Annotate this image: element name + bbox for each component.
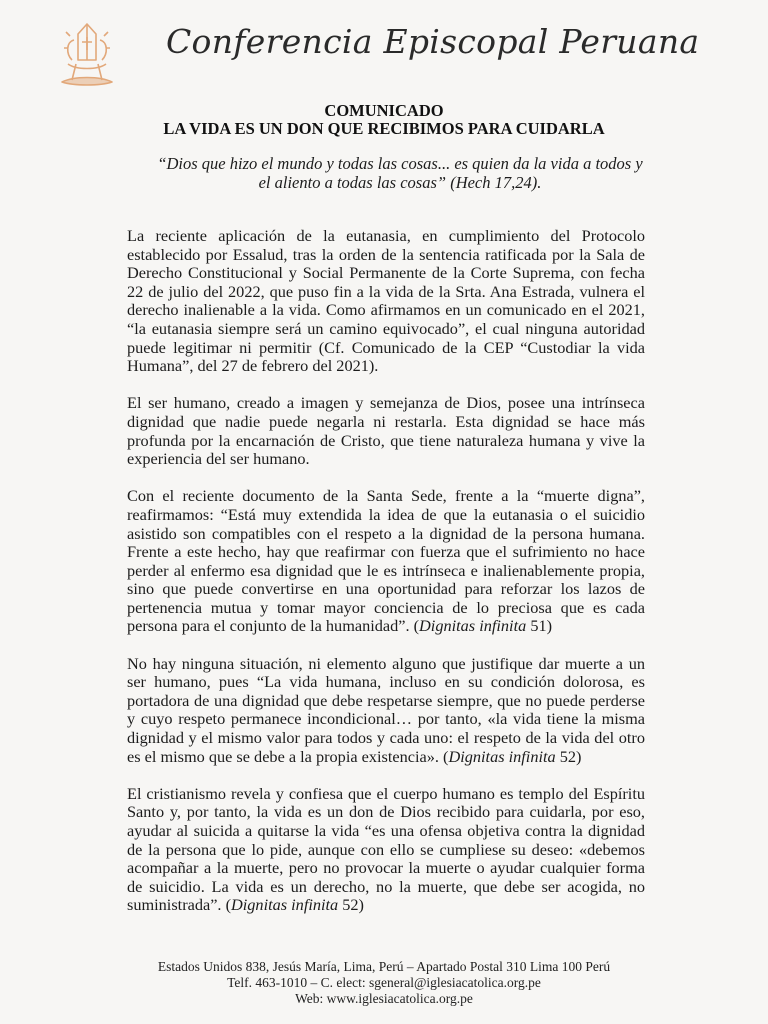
document-title: LA VIDA ES UN DON QUE RECIBIMOS PARA CUIDARLA: [163, 119, 605, 138]
paragraph-5-text: El cristianismo revela y confiesa que el cuerpo humano es templo del Espíritu Santo y, por tanto, la vida es un don de Dios recibido para cuidarla, por eso, ayudar al suicida a quitarse la vida “es una ofensa objetiva contra la dignidad de la persona que lo pide, aunque con ello se cumpliese su deseo: «debemos acompañar a la muerte, pero no provocar la muerte o ayudar cualquier forma de suicidio. La vida es un derecho, no la muerte, que debe ser acogida, no suministrada”. (: [127, 783, 645, 915]
paragraph-5-tail: 52): [338, 895, 364, 915]
organization-title: Conferencia Episcopal Peruana: [166, 22, 700, 61]
paragraph-4-tail: 52): [555, 746, 582, 766]
paragraph-3-citation: Dignitas infinita: [419, 616, 527, 636]
footer: [0, 959, 768, 1007]
paragraph-1: La reciente aplicación de la eutanasia, en cumplimiento del Protocolo establecido por Essalud, tras la orden de la sentencia ratificada por la Sala de Derecho Constitucional y Social Permanente de la Corte Suprema, con fecha 22 de julio del 2022, que puso fin a la vida de la Srta. Ana Estrada, vulnera el derecho inalienable a la vida. Como afirmamos en un comunicado en el 2021, “la eutanasia siempre será un camino equivocado”, el cual ninguna autoridad puede legitimar ni permitir (Cf. Comunicado de la CEP “Custodiar la vida Humana”, del 27 de febrero del 2021).: [127, 226, 645, 376]
paragraph-3: [127, 487, 645, 636]
paragraph-4-citation: Dignitas infinita: [448, 746, 556, 766]
paragraph-3-text: Con el reciente documento de la Santa Sede, frente a la “muerte digna”, reafirmamos: “Está muy extendida la idea de que la eutanasia o el suicidio asistido son compatibles con el respeto a la dignidad de la persona humana. Frente a este hecho, hay que reafirmar con fuerza que el sufrimiento no hace perder al enfermo esa dignidad que le es intrínseca e inalienablemente propia, sino que puede convertirse en una oportunidad para reforzar los lazos de pertenencia mutua y tomar mayor conciencia de lo preciosa que es cada persona para el conjunto de la humanidad”. (: [127, 486, 645, 636]
document-type-heading: COMUNICADO: [324, 101, 444, 120]
paragraph-4-text: No hay ninguna situación, ni elemento alguno que justifique dar muerte a un ser humano, pues “La vida humana, incluso en su condición dolorosa, es portadora de una dignidad que debe respetarse siempre, que no puede perderse y cuyo respeto permanece incondicional… por tanto, «la vida tiene la misma dignidad y el mismo valor para todos y cada uno: el respeto de la vida del otro es el mismo que se debe a la propia existencia». (: [127, 653, 645, 766]
paragraph-2: El ser humano, creado a imagen y semejanza de Dios, posee una intrínseca dignidad que nadie puede negarla ni restarla. Esta dignidad se hace más profunda por la encarnación de Cristo, que tiene naturaleza humana y vive la experiencia del ser humano.: [127, 393, 645, 469]
paragraph-3-tail: 51): [526, 616, 553, 636]
footer-address: Estados Unidos 838, Jesús María, Lima, Perú – Apartado Postal 310 Lima 100 Perú: [157, 959, 611, 974]
paragraph-5: [127, 785, 645, 915]
document-body: [127, 227, 645, 934]
episcopal-crest-icon: [56, 20, 118, 94]
epigraph-quote: “Dios que hizo el mundo y todas las cosas... es quien da la vida a todos y el aliento a todas las cosas” (Hech 17,24).: [157, 154, 643, 192]
footer-web: Web: www.iglesiacatolica.org.pe: [295, 991, 473, 1006]
footer-contact: Telf. 463-1010 – C. elect: sgeneral@iglesiacatolica.org.pe: [227, 975, 541, 990]
paragraph-5-citation: Dignitas infinita: [231, 895, 339, 915]
paragraph-4: [127, 655, 645, 767]
